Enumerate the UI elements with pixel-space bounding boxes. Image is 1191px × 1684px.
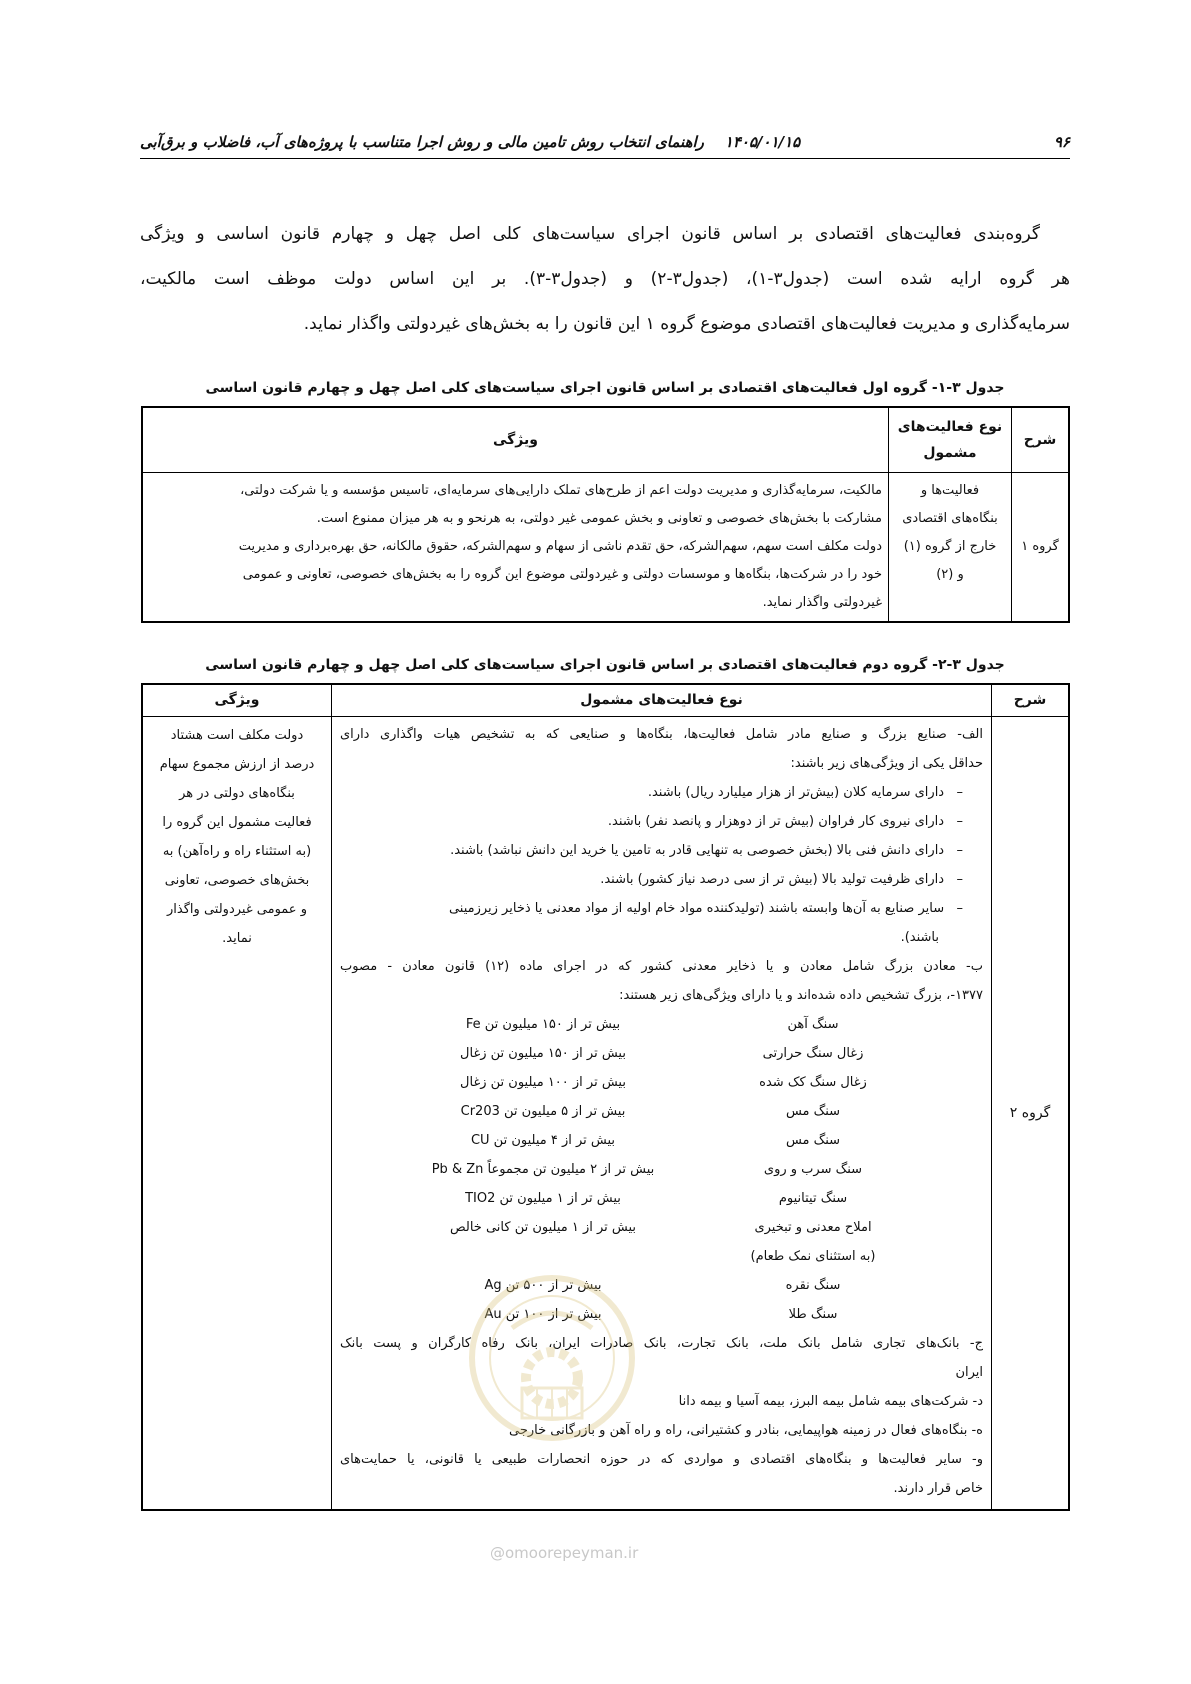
bullet-marker: – xyxy=(956,842,963,858)
bullet-marker: – xyxy=(956,813,963,829)
table2-desc-cell xyxy=(992,716,1070,1510)
mineral-row xyxy=(340,1184,983,1213)
table1-desc-cell xyxy=(1012,472,1070,622)
mineral-value: بیش تر از ۴ میلیون تن CU xyxy=(470,1132,616,1148)
mineral-row xyxy=(340,1126,983,1155)
table1-activity-line: خارج از گروه (۱) xyxy=(903,538,997,554)
mineral-name: املاح معدنی و تبخیری xyxy=(754,1219,872,1235)
watermark-logo-icon xyxy=(462,1268,642,1448)
be-line: ب- معادن بزرگ شامل معادن و یا ذخایر معدنی کشور که در اجرای ماده (۱۲) قانون معادن - مصوب xyxy=(340,958,983,974)
table1-feature-cell xyxy=(142,472,889,622)
mineral-row xyxy=(340,1155,983,1184)
page-number: ۹۶ xyxy=(1053,133,1070,151)
table2-feature-line: بخش‌های خصوصی، تعاونی xyxy=(164,872,310,888)
table2-header-desc: شرح xyxy=(992,684,1070,716)
table1-feature-line: مشارکت با بخش‌های خصوصی و تعاونی و بخش عمومی غیر دولتی، به هرنحو و به هر میزان ممنوع است. xyxy=(316,510,882,526)
table1-feature-line: مالکیت، سرمایه‌گذاری و مدیریت دولت اعم از طرح‌های تملک دارایی‌های سرمایه‌ای، تاسیس مؤسسه و یا شرکت دولتی، xyxy=(240,482,882,498)
bullet-item: – دارای ظرفیت تولید بالا (بیش تر از سی درصد نیاز کشور) باشند. xyxy=(600,871,963,887)
mineral-value: بیش تر از ۱ میلیون تن کانی خالص xyxy=(449,1219,637,1235)
vav-line: خاص قرار دارند. xyxy=(893,1480,983,1496)
intro-line: گروه‌بندی فعالیت‌های اقتصادی بر اساس قانون اجرای سیاست‌های کلی اصل چهل و چهارم قانون اساسی و ویژگی xyxy=(140,224,1040,244)
table1-feature-line: غیردولتی واگذار نماید. xyxy=(762,594,882,610)
bullet-item: – سایر صنایع به آن‌ها وابسته باشند (تولیدکننده مواد خام اولیه از مواد معدنی یا ذخایر زیرزمینی xyxy=(448,900,963,916)
table1-feature-line: خود را در شرکت‌ها، بنگاه‌ها و موسسات دولتی و غیردولتی موضوع این گروه را به بخش‌های خصوصی، تعاونی و عمومی xyxy=(242,566,882,582)
table2-feature-line: فعالیت مشمول این گروه را xyxy=(162,814,312,830)
intro-line: سرمایه‌گذاری و مدیریت فعالیت‌های اقتصادی موضوع گروه ۱ این قانون را به بخش‌های غیردولتی واگذار نماید. xyxy=(303,314,1070,334)
header-divider xyxy=(140,158,1070,159)
table2-header-activity: نوع فعالیت‌های مشمول xyxy=(332,684,992,716)
bullet-marker: – xyxy=(956,871,963,887)
mineral-value: بیش تر از ۱۵۰ میلیون تن Fe xyxy=(465,1016,621,1032)
mineral-row xyxy=(340,1213,983,1242)
table2-feature-cell xyxy=(142,716,332,1510)
jim-line: ایران xyxy=(955,1364,983,1380)
table1-activity-cell xyxy=(889,472,1012,622)
mineral-row xyxy=(340,1271,983,1300)
table1-caption: جدول ۳-۱- گروه اول فعالیت‌های اقتصادی بر اساس قانون اجرای سیاست‌های کلی اصل چهل و چهارم قانون اساسی xyxy=(205,380,1005,396)
mineral-name: (به استثنای نمک طعام) xyxy=(750,1248,876,1264)
table1-header-feature: ویژگی xyxy=(142,407,889,472)
mineral-row xyxy=(340,1300,983,1329)
intro-line: هر گروه ارایه شده است (جدول۳-۱)، (جدول۳-۲) و (جدول۳-۳). بر این اساس دولت موظف است مالکیت، xyxy=(140,269,1070,289)
minerals-list xyxy=(340,1010,983,1329)
mineral-value: بیش تر از ۱۰۰ میلیون تن زغال xyxy=(460,1074,626,1090)
table2-feature-line: و عمومی غیردولتی واگذار xyxy=(167,901,307,917)
jim-line: ج- بانک‌های تجاری شامل بانک ملت، بانک تجارت، بانک صادرات ایران، بانک رفاه کارگران و پست بانک xyxy=(340,1335,983,1351)
mineral-name: سنگ طلا xyxy=(788,1306,838,1322)
mineral-name: سنگ نقره xyxy=(785,1277,841,1293)
alef-line: حداقل یکی از ویژگی‌های زیر باشند: xyxy=(790,755,983,771)
mineral-row xyxy=(340,1097,983,1126)
bullet-continuation: باشند). xyxy=(900,929,939,945)
mineral-value: بیش تر از ۱۵۰ میلیون تن زغال xyxy=(460,1045,626,1061)
alef-line: الف- صنایع بزرگ و صنایع مادر شامل فعالیت‌ها، بنگاه‌ها و صنایعی که به تشخیص هیات واگذاری دارای xyxy=(340,726,983,742)
mineral-name: سنگ آهن xyxy=(787,1016,839,1032)
mineral-name: زغال سنگ حرارتی xyxy=(762,1045,864,1061)
website-watermark: @omoorepeyman.ir xyxy=(490,1544,639,1562)
table1-header-activity: نوع فعالیت‌های مشمول xyxy=(889,407,1012,472)
mineral-name: زغال سنگ کک شده xyxy=(759,1074,867,1090)
bullet-marker: – xyxy=(956,784,963,800)
mineral-value: بیش تر از ۲ میلیون تن مجموعاً Pb & Zn xyxy=(431,1161,655,1177)
mineral-row xyxy=(340,1010,983,1039)
running-header xyxy=(140,131,1070,157)
mineral-value: بیش تر از ۱۰۰ تن Au xyxy=(484,1306,602,1322)
table1-activity-line: فعالیت‌ها و xyxy=(920,482,980,498)
table1-header-desc: شرح xyxy=(1012,407,1070,472)
table2-caption: جدول ۳-۲- گروه دوم فعالیت‌های اقتصادی بر اساس قانون اجرای سیاست‌های کلی اصل چهل و چهارم قانون اساسی xyxy=(205,657,1005,673)
bullet-item: – دارای نیروی کار فراوان (بیش تر از دوهزار و پانصد نفر) باشند. xyxy=(607,813,963,829)
table1-group1 xyxy=(141,406,1070,623)
mineral-name: سنگ سرب و روی xyxy=(763,1161,863,1177)
vav-line: و- سایر فعالیت‌ها و بنگاه‌های اقتصادی و مواردی که در حوزه انحصارات طبیعی یا قانونی، یا حمایت‌های xyxy=(340,1451,983,1467)
table1-activity-line: و (۲) xyxy=(936,566,964,582)
mineral-row xyxy=(340,1068,983,1097)
dal-line: د- شرکت‌های بیمه شامل بیمه البرز، بیمه آسیا و بیمه دانا xyxy=(678,1393,983,1409)
mineral-row xyxy=(340,1242,983,1271)
intro-paragraph xyxy=(140,212,1070,347)
bullet-item: – دارای سرمایه کلان (بیش‌تر از هزار میلیارد ریال) باشند. xyxy=(647,784,963,800)
header-date: ۱۴۰۵/۰۱/۱۵ xyxy=(724,133,801,151)
mineral-name: سنگ تیتانیوم xyxy=(778,1190,848,1206)
mineral-name: سنگ مس xyxy=(785,1103,841,1119)
he-line: ه- بنگاه‌های فعال در زمینه هواپیمایی، بنادر و کشتیرانی، راه و راه آهن و بازرگانی خارجی xyxy=(509,1422,983,1438)
table2-feature-line: دولت مکلف است هشتاد xyxy=(170,727,304,743)
bullet-item: – دارای دانش فنی بالا (بخش خصوصی به تنهایی قادر به تامین یا خرید این دانش نباشد) باشند. xyxy=(450,842,963,858)
table2-feature-line: بنگاه‌های دولتی در هر xyxy=(179,785,295,801)
at-icon: @ xyxy=(490,1544,505,1562)
table1-feature-line: دولت مکلف است سهم، سهم‌الشرکه، حق تقدم ناشی از سهام و سهم‌الشرکه، حقوق مالکانه، حق بهره‌برداری و مدیریت xyxy=(238,538,882,554)
mineral-value: بیش تر از ۵۰۰ تن Ag xyxy=(484,1277,602,1293)
table2-activity-cell xyxy=(332,716,992,1510)
bullet-marker: – xyxy=(956,900,963,916)
mineral-name: سنگ مس xyxy=(785,1132,841,1148)
header-title-text: راهنمای انتخاب روش تامین مالی و روش اجرا متناسب با پروژه‌های آب، فاضلاب و برق‌آبی xyxy=(140,133,704,151)
mineral-value: بیش تر از ۵ میلیون تن Cr203 xyxy=(460,1103,626,1119)
table2-feature-line: درصد از ارزش مجموع سهام xyxy=(159,756,315,772)
table2-header-feature: ویژگی xyxy=(142,684,332,716)
be-line: ۱۳۷۷-، بزرگ تشخیص داده شده‌اند و یا دارای ویژگی‌های زیر هستند: xyxy=(619,987,983,1003)
table2-desc: گروه ۲ xyxy=(1009,1104,1051,1121)
table1-desc: گروه ۱ xyxy=(1021,539,1059,554)
mineral-value: بیش تر از ۱ میلیون تن TIO2 xyxy=(465,1190,621,1206)
table2-feature-line: نماید. xyxy=(222,930,252,946)
table2-feature-line: (به استثناء راه و راه‌آهن) به xyxy=(162,843,312,859)
table1-activity-line: بنگاه‌های اقتصادی xyxy=(902,510,998,526)
mineral-row xyxy=(340,1039,983,1068)
mineral-value xyxy=(393,1242,693,1271)
header-title xyxy=(140,133,800,151)
